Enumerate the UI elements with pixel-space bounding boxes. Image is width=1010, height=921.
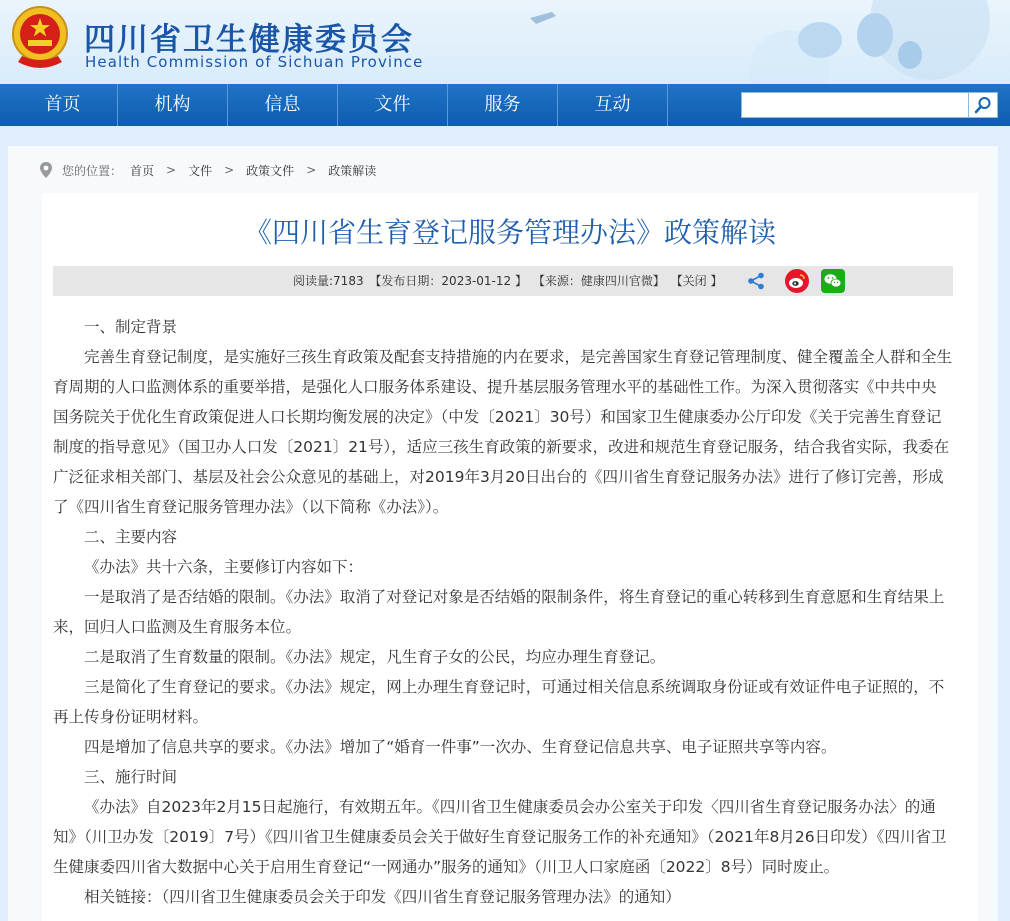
breadcrumb-item-documents[interactable]: 文件 <box>188 163 213 178</box>
close-link[interactable]: 【关闭 】 <box>670 274 723 288</box>
paragraph: 《办法》自2023年2月15日起施行，有效期五年。《四川省卫生健康委员会办公室关于印发〈四川省生育登记服务办法〉的通知》（川卫办发〔2019〕7号）《四川省卫生健康委员会关于做好生育登记服务工作的补充通知》（2021年8月26日印发）《四川省卫生健康委四川省大数据中心关于启用生育登记“一网通办”服务的通知》（川卫人口家庭函〔2022〕8号）同时废止。 <box>53 798 947 876</box>
paragraph: 完善生育登记制度，是实施好三孩生育政策及配套支持措施的内在要求，是完善国家生育登记管理制度、健全覆盖全人群和全生育周期的人口监测体系的重要举措，是强化人口服务体系建设、提升基层服务管理水平的基础性工作。为深入贯彻落实《中共中央 国务院关于优化生育政策促进人口长期均衡发展的决定》（中发〔2021〕30号）和国家卫生健康委办公厅印发《关于完善生育登记制度的指导意见》（国卫办人口发〔2021〕21号），适应三孩生育政策的新要求，改进和规范生育登记服务，结合我省实际，我委在广泛征求相关部门、基层及社会公众意见的基础上，对2019年3月20日出台的《四川省生育登记服务办法》进行了修订完善，形成了《四川省生育登记服务管理办法》（以下简称《办法》）。 <box>53 348 953 516</box>
nav-item-home[interactable]: 首页 <box>8 84 118 126</box>
breadcrumb <box>38 160 376 180</box>
breadcrumb-separator: > <box>166 163 177 177</box>
section-heading: 三、施行时间 <box>84 768 178 786</box>
site-subtitle: Health Commission of Sichuan Province <box>85 53 424 71</box>
weibo-share-button[interactable] <box>785 269 809 293</box>
nav-item-services[interactable]: 服务 <box>448 84 558 126</box>
breadcrumb-separator: > <box>306 163 317 177</box>
location-pin-icon <box>38 161 54 179</box>
paragraph: 四是增加了信息共享的要求。《办法》增加了“婚育一件事”一次办、生育登记信息共享、电子证照共享等内容。 <box>84 738 837 756</box>
section-heading: 二、主要内容 <box>84 528 178 546</box>
breadcrumb-item-policy-interpretation[interactable]: 政策解读 <box>328 163 377 178</box>
publish-date: 【发布日期：2023-01-12 】 <box>369 274 527 288</box>
search-button[interactable] <box>968 92 998 118</box>
wechat-icon <box>821 269 845 293</box>
site-title: 四川省卫生健康委员会 <box>84 22 414 58</box>
breadcrumb-prefix: 您的位置： <box>62 163 123 178</box>
nav-item-organization[interactable]: 机构 <box>118 84 228 126</box>
header-decoration <box>490 0 1010 84</box>
article-title: 《四川省生育登记服务管理办法》政策解读 <box>243 216 776 249</box>
article-source: 【来源：健康四川官微】 <box>532 274 665 288</box>
wechat-share-button[interactable] <box>821 269 845 293</box>
article-meta <box>293 266 724 296</box>
nav-item-information[interactable]: 信息 <box>228 84 338 126</box>
search-icon <box>974 96 992 114</box>
national-emblem-icon <box>8 4 72 72</box>
search-input[interactable] <box>741 92 969 118</box>
article-body <box>53 312 953 912</box>
weibo-icon <box>785 269 809 293</box>
breadcrumb-item-policy-documents[interactable]: 政策文件 <box>246 163 295 178</box>
section-heading: 一、制定背景 <box>84 318 178 336</box>
paragraph: 二是取消了生育数量的限制。《办法》规定，凡生育子女的公民，均应办理生育登记。 <box>84 648 666 666</box>
share-button[interactable] <box>744 269 768 293</box>
article <box>42 193 978 921</box>
read-count: 阅读量:7183 <box>293 274 364 288</box>
nav-item-documents[interactable]: 文件 <box>338 84 448 126</box>
paragraph: 三是简化了生育登记的要求。《办法》规定，网上办理生育登记时，可通过相关信息系统调取身份证或有效证件电子证照的，不再上传身份证明材料。 <box>53 678 945 726</box>
related-link[interactable]: 相关链接：（四川省卫生健康委员会关于印发《四川省生育登记服务管理办法》的通知） <box>84 888 681 906</box>
paragraph: 《办法》共十六条，主要修订内容如下： <box>84 558 364 576</box>
share-icon <box>747 272 765 290</box>
nav-item-interaction[interactable]: 互动 <box>558 84 668 126</box>
paragraph: 一是取消了是否结婚的限制。《办法》取消了对登记对象是否结婚的限制条件，将生育登记的重心转移到生育意愿和生育结果上来，回归人口监测及生育服务本位。 <box>53 588 945 636</box>
site-header <box>0 0 1010 84</box>
breadcrumb-separator: > <box>224 163 235 177</box>
page-container <box>8 146 998 921</box>
article-meta-bar <box>53 266 953 296</box>
breadcrumb-item-home[interactable]: 首页 <box>130 163 155 178</box>
